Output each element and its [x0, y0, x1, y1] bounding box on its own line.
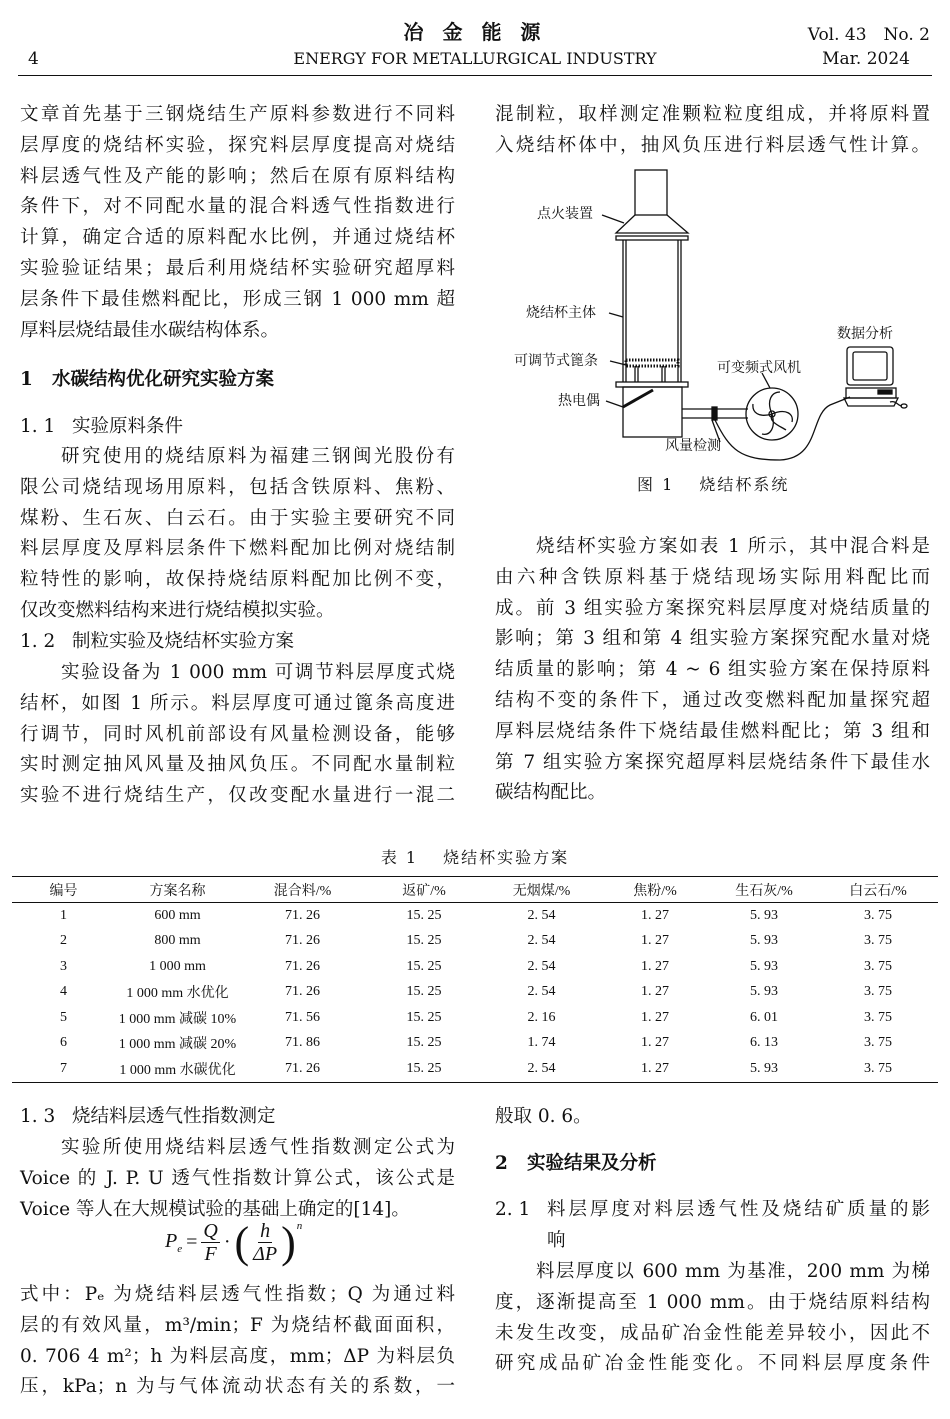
text-line: 0. 706 4 m²；h 为料层高度，mm；ΔP 为料层负	[20, 1345, 455, 1367]
table-cell: 5. 93	[750, 933, 778, 949]
header-rule	[18, 75, 932, 76]
table-cell: 5. 93	[750, 907, 778, 923]
formula-equals: =	[186, 1231, 198, 1253]
table-cell: 1. 74	[527, 1035, 556, 1051]
label-airflow-detection: 风量检测	[665, 438, 721, 454]
formula-fraction-q-f	[201, 1220, 219, 1265]
bottom-flange	[616, 382, 688, 387]
paragraph	[495, 1257, 930, 1380]
text-line: 实验不进行烧结生产，仅改变配水量进行一混二	[20, 785, 455, 807]
text-line: 研究成品矿冶金性能变化。不同料层厚度条件	[495, 1353, 930, 1375]
table-cell: 600 mm	[154, 907, 201, 923]
table-cell: 800 mm	[154, 933, 201, 949]
label-thermocouple: 热电偶	[558, 393, 600, 409]
text-line: 压，kPa；n 为与气体流动状态有关的系数，一	[20, 1376, 455, 1398]
subsection-heading-2-1	[495, 1195, 930, 1251]
top-flange	[616, 236, 688, 240]
formula-dot: ·	[223, 1231, 231, 1253]
heading-number: 1	[20, 369, 33, 390]
formula-numerator: h	[260, 1220, 271, 1242]
table-cell: 3. 75	[864, 933, 892, 949]
section-heading-2	[495, 1149, 657, 1180]
section-heading-1	[20, 365, 274, 396]
table-cell: 7	[12, 1056, 115, 1082]
journal-title-en: ENERGY FOR METALLURGICAL INDUSTRY	[293, 49, 657, 68]
heading-number: 1. 3	[20, 1106, 56, 1127]
paragraph	[20, 1280, 455, 1403]
table-row	[12, 929, 938, 955]
table-cell: 3. 75	[864, 1009, 892, 1025]
table-cell: 15. 25	[365, 1056, 483, 1082]
column-header: 返矿/%	[365, 877, 483, 903]
table-cell: 5	[60, 1009, 67, 1025]
ignition-hood	[616, 215, 688, 233]
table-cell: 5. 93	[710, 1056, 818, 1082]
column-header: 无烟煤/%	[483, 877, 600, 903]
heading-number: 1. 1	[20, 416, 56, 437]
airflow-sensor	[712, 407, 717, 420]
table-cell: 3. 75	[864, 958, 892, 974]
table-cell: 15. 25	[406, 1009, 442, 1025]
experiment-scheme-table	[12, 876, 938, 1083]
text-line: 结质量的影响；第 4 ~ 6 组实验方案在保持原料	[495, 659, 930, 681]
table-cell: 6. 13	[750, 1035, 778, 1051]
paragraph	[20, 100, 455, 346]
table-cell: 2	[60, 933, 67, 949]
wind-box	[623, 387, 682, 437]
table-cell: 1. 27	[600, 1056, 710, 1082]
table-row	[12, 903, 938, 929]
text-line: 影响；第 3 组和第 4 组实验方案探究配水量对烧	[495, 628, 930, 650]
fan-icon	[746, 388, 798, 440]
table-row	[12, 1005, 938, 1031]
table-cell: 3	[60, 958, 67, 974]
label-adjustable-grate: 可调节式篦条	[514, 353, 598, 369]
text-line: 层条件下最佳燃料配比，形成三钢 1 000 mm 超	[20, 288, 455, 310]
text-line: 计算，确定合适的原料配水比例，并通过烧结杯	[20, 227, 455, 249]
text-line: 厚料层烧结最佳水碳结构体系。	[20, 319, 280, 341]
paragraph	[20, 658, 455, 812]
text-line: 碳结构配比。	[495, 782, 607, 804]
table-cell: 1 000 mm 水碳优化	[115, 1056, 240, 1082]
text-line: 成。前 3 组实验方案探究料层厚度对烧结质量的	[495, 597, 930, 619]
heading-text: 制粒实验及烧结杯实验方案	[72, 631, 295, 652]
table-cell: 6	[60, 1035, 67, 1051]
table-cell: 2. 54	[527, 907, 556, 923]
permeability-formula	[165, 1217, 303, 1267]
table-cell: 15. 25	[406, 933, 442, 949]
formula-exponent: n	[296, 1220, 303, 1232]
leader-lines	[602, 215, 770, 442]
formula-fraction-h-dp	[253, 1220, 277, 1265]
formula-denominator: F	[204, 1243, 217, 1265]
table-cell: 71. 26	[285, 984, 320, 1000]
table-cell: 15. 25	[406, 907, 442, 923]
table-cell: 1. 27	[641, 933, 669, 949]
column-header: 白云石/%	[818, 877, 938, 903]
subsection-heading-1-1	[20, 412, 183, 443]
grate	[626, 360, 678, 366]
formula-pe	[165, 1230, 182, 1255]
table-cell: 1	[60, 907, 67, 923]
table-header-row	[12, 877, 938, 903]
text-line: 般取 0. 6。	[495, 1106, 592, 1127]
text-line: 实时测定抽风风量及抽风负压。不同配水量制粒	[20, 754, 455, 776]
text-line: 限公司烧结现场用原料，包括含铁原料、焦粉、	[20, 476, 455, 498]
table-cell: 2. 54	[483, 1056, 600, 1082]
text-line: Voice 等人在大规模试验的基础上确定的[14]。	[20, 1198, 410, 1220]
text-line: 研究使用的烧结原料为福建三钢闽光股份有	[61, 446, 455, 467]
text-line: 烧结杯实验方案如表 1 所示，其中混合料是	[536, 536, 930, 557]
column-header: 混合料/%	[240, 877, 365, 903]
thermocouple	[623, 390, 653, 407]
paragraph	[495, 532, 930, 809]
text-line: 文章首先基于三钢烧结生产原料参数进行不同料	[20, 104, 455, 125]
formula-paren: (	[234, 1217, 250, 1267]
table-cell: 5. 93	[750, 958, 778, 974]
table-cell: 71. 26	[285, 907, 320, 923]
label-data-analysis: 数据分析	[837, 326, 893, 342]
table-cell: 71. 86	[285, 1035, 320, 1051]
paragraph	[495, 100, 930, 162]
paragraph	[20, 1133, 455, 1225]
heading-text-continued: 响	[547, 1229, 566, 1251]
heading-number: 2	[495, 1153, 508, 1174]
table-cell: 15. 25	[406, 958, 442, 974]
formula-subscript: e	[177, 1243, 183, 1255]
text-line: 料层厚度及厚料层条件下燃料配加比例对烧结制	[20, 538, 455, 560]
table-cell: 71. 26	[285, 958, 320, 974]
table-cell: 1 000 mm 减碳 20%	[118, 1037, 237, 1053]
heading-number: 1. 2	[20, 631, 56, 652]
grate-supports	[635, 366, 665, 382]
text-line: 料层厚度以 600 mm 为基准，200 mm 为梯	[536, 1261, 930, 1282]
table-cell: 4	[60, 984, 67, 1000]
table-row	[12, 1031, 938, 1057]
heading-text: 水碳结构优化研究实验方案	[52, 369, 275, 390]
text-line: 结构不变的条件下，通过改变燃料配加量探究超	[495, 689, 930, 711]
sinter-pot-system-figure	[490, 160, 930, 470]
table-row	[12, 980, 938, 1006]
text-line: 行调节，同时风机前部设有风量检测设备，能够	[20, 723, 455, 745]
table-cell: 71. 26	[240, 1056, 365, 1082]
table-cell: 2. 54	[527, 933, 556, 949]
table-cell: 2. 54	[527, 984, 556, 1000]
text-line: 混制粒，取样测定准颗粒粒度组成，并将原料置	[495, 104, 930, 125]
paragraph	[495, 1102, 930, 1133]
label-pot-body: 烧结杯主体	[526, 305, 596, 321]
text-line: 层厚度的烧结杯实验，探究料层厚度提高对烧结	[20, 134, 455, 156]
subsection-heading-1-3	[20, 1102, 276, 1133]
column-header: 方案名称	[115, 877, 240, 903]
table-cell: 71. 56	[285, 1009, 320, 1025]
page-number: 4	[28, 49, 39, 69]
text-line: 层的有效风量，m³/min；F 为烧结杯截面面积，	[20, 1314, 455, 1336]
table-title: 表 1 烧结杯实验方案	[380, 848, 570, 867]
chimney	[635, 170, 667, 215]
text-line: 度，逐渐提高至 1 000 mm。由于烧结原料结构	[495, 1291, 930, 1313]
text-line: 入烧结杯体中，抽风负压进行料层透气性计算。	[495, 134, 930, 156]
table-cell: 1. 27	[641, 958, 669, 974]
paragraph	[20, 442, 455, 627]
table-cell: 2. 16	[527, 1009, 556, 1025]
table-cell: 71. 26	[285, 933, 320, 949]
table-cell: 1 000 mm 减碳 10%	[118, 1011, 237, 1027]
text-line: 实验设备为 1 000 mm 可调节料层厚度式烧	[61, 662, 455, 683]
label-ignition-device: 点火装置	[537, 206, 593, 222]
text-line: 厚料层烧结条件下烧结最佳燃料配比；第 3 组和	[495, 720, 930, 742]
heading-text: 料层厚度对料层透气性及烧结矿质量的影	[547, 1199, 930, 1220]
table-cell: 1. 27	[641, 984, 669, 1000]
text-line: 煤粉、生石灰、白云石。由于实验主要研究不同	[20, 507, 455, 529]
text-line: 由六种含铁原料基于烧结现场实际用料配比而	[495, 566, 930, 588]
table-cell: 5. 93	[750, 984, 778, 1000]
heading-text: 实验结果及分析	[527, 1153, 657, 1174]
table-cell: 1. 27	[641, 1035, 669, 1051]
table-row	[12, 954, 938, 980]
text-line: Voice 的 J. P. U 透气性指数计算公式，该公式是	[20, 1167, 455, 1189]
volume-issue: Vol. 43 No. 2	[807, 25, 930, 45]
subsection-heading-1-2	[20, 627, 294, 658]
table-cell: 1. 27	[641, 907, 669, 923]
text-line: 式中：Pₑ 为烧结料层透气性指数；Q 为通过料	[20, 1284, 455, 1305]
column-header: 生石灰/%	[710, 877, 818, 903]
computer-icon	[844, 347, 907, 408]
text-line: 条件下，对不同配水量的混合料透气性指数进行	[20, 196, 455, 218]
table-cell: 6. 01	[750, 1009, 778, 1025]
journal-title-cn: 冶 金 能 源	[403, 20, 547, 44]
table-cell: 15. 25	[406, 1035, 442, 1051]
formula-denominator: ΔP	[253, 1243, 278, 1265]
formula-symbol: P	[165, 1230, 178, 1252]
table-cell: 15. 25	[406, 984, 442, 1000]
text-line: 第 7 组实验方案探究超厚料层烧结条件下最佳水	[495, 751, 930, 773]
text-line: 结杯，如图 1 所示。料层厚度可通过篦条高度进	[20, 692, 455, 714]
text-line: 实验验证结果；最后利用烧结杯实验研究超厚料	[20, 257, 455, 279]
table-cell: 1 000 mm 水优化	[126, 986, 229, 1002]
text-line: 实验所使用烧结料层透气性指数测定公式为	[61, 1137, 455, 1158]
table-cell: 3. 75	[864, 1035, 892, 1051]
column-header: 编号	[12, 877, 115, 903]
formula-paren: )	[281, 1217, 296, 1267]
table-cell: 1. 27	[641, 1009, 669, 1025]
formula-numerator: Q	[203, 1220, 218, 1242]
heading-text: 烧结料层透气性指数测定	[72, 1106, 276, 1127]
table-row	[12, 1056, 938, 1082]
text-line: 仅改变燃料结构来进行烧结模拟实验。	[20, 599, 335, 621]
table-cell: 3. 75	[864, 907, 892, 923]
table-cell: 1 000 mm	[149, 958, 206, 974]
label-variable-frequency-fan: 可变频式风机	[717, 360, 801, 376]
heading-number: 2. 1	[495, 1199, 531, 1220]
heading-text: 实验原料条件	[72, 416, 184, 437]
table-cell: 2. 54	[527, 958, 556, 974]
table-cell: 3. 75	[818, 1056, 938, 1082]
table-cell: 3. 75	[864, 984, 892, 1000]
figure-caption: 图 1 烧结杯系统	[637, 475, 790, 494]
text-line: 粒特性的影响，故保持烧结原料配加比例不变，	[20, 569, 455, 591]
column-header: 焦粉/%	[600, 877, 710, 903]
text-line: 料层透气性及产能的影响；然后在原有原料结构	[20, 165, 455, 187]
issue-date: Mar. 2024	[822, 49, 910, 69]
text-line: 未发生改变，成品矿冶金性能差异较小，因此不	[495, 1322, 930, 1344]
